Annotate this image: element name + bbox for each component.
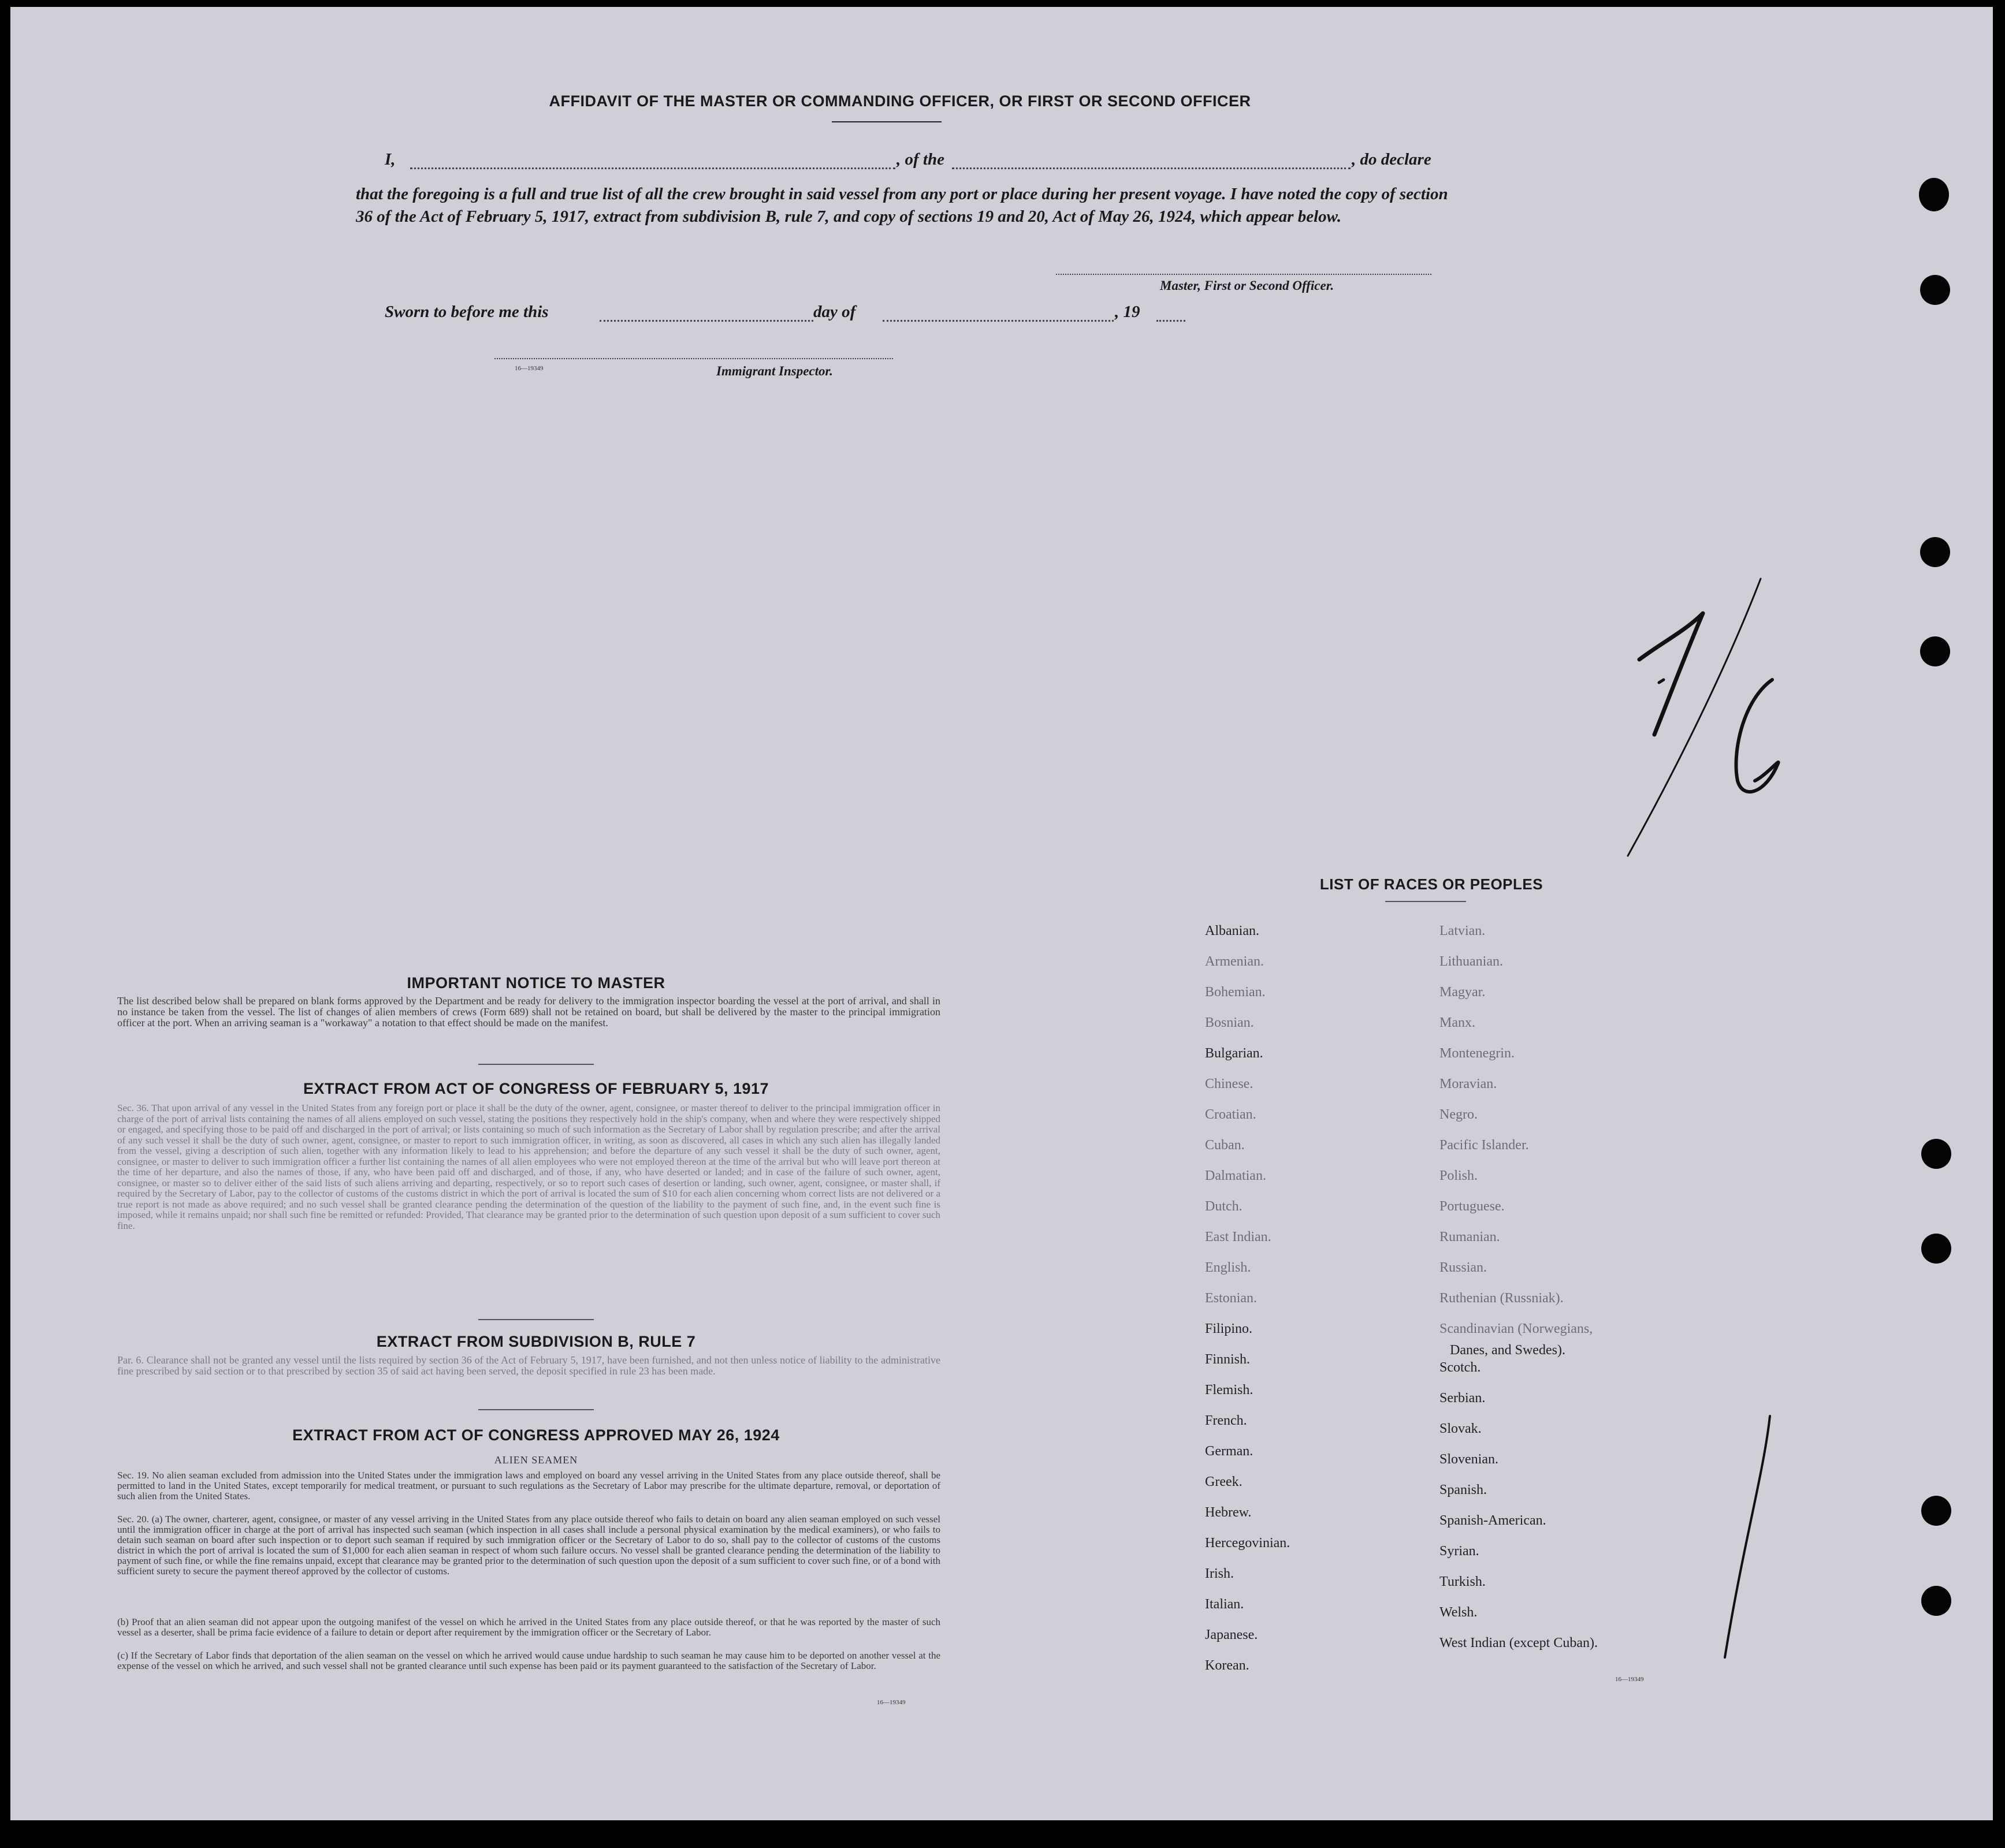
race-item: Korean. <box>1205 1658 1249 1673</box>
affidavit-line1-end: , do declare <box>1352 150 1431 169</box>
race-item: Portuguese. <box>1439 1199 1505 1214</box>
race-item: Latvian. <box>1439 923 1486 938</box>
race-item: Spanish. <box>1439 1482 1487 1497</box>
sec19-text: Sec. 19. No alien seaman excluded from admission into the United States under the immigration laws and employed on board any vessel arriving in the United States from any place outside thereof, shall be permitted to land in the United States, except temporarily for medical treatment, or pursuant to such regulations as the Secretary of Labor may prescribe for the ultimate departure, removal, or deportation of such alien from the United States. <box>117 1470 940 1502</box>
affidavit-line1-start: I, <box>385 150 396 169</box>
race-item: Scandinavian (Norwegians, <box>1439 1321 1593 1336</box>
race-item: French. <box>1205 1413 1247 1428</box>
inspector-label: Immigrant Inspector. <box>716 364 833 378</box>
races-divider <box>1385 901 1466 902</box>
sworn-start: Sworn to before me this <box>385 303 549 321</box>
race-item: Slovenian. <box>1439 1452 1498 1467</box>
handwritten-one <box>1725 1416 1770 1657</box>
race-item: East Indian. <box>1205 1229 1271 1245</box>
sworn-mid: day of <box>813 303 856 321</box>
form-page <box>10 7 1993 1820</box>
notice-title: IMPORTANT NOTICE TO MASTER <box>407 974 665 992</box>
affidavit-declaration: that the foregoing is a full and true list of all the crew brought in said vessel from any port or place during her present voyage. I have noted the copy of section 36 of the Act of February 5, 1917, extract from subdivision B, rule 7, and copy of sections 19 and 20, Act of May 26, 1924, which appear below. <box>356 185 1448 226</box>
affidavit-title: AFFIDAVIT OF THE MASTER OR COMMANDING OFFICER, OR FIRST OR SECOND OFFICER <box>549 92 1251 110</box>
race-item: Bohemian. <box>1205 985 1266 1000</box>
race-item: Cuban. <box>1205 1138 1245 1153</box>
race-item: Flemish. <box>1205 1383 1253 1398</box>
race-item: Turkish. <box>1439 1574 1486 1589</box>
race-item: Montenegrin. <box>1439 1046 1515 1061</box>
handwritten-six <box>1736 680 1779 792</box>
extract-rule7-text: Par. 6. Clearance shall not be granted any vessel until the lists required by section 36 of the Act of February 5, 1917, have been furnished, and not then unless notice of liability to the administrative fine prescribed by said section or to that prescribed by section 35 of said act having been served, the deposit specified in rule 23 has been made. <box>117 1354 940 1377</box>
section-divider <box>478 1319 594 1320</box>
race-item: Dalmatian. <box>1205 1168 1266 1183</box>
race-item: Italian. <box>1205 1597 1244 1612</box>
extract-form-number: 16—19349 <box>877 1699 906 1706</box>
race-item: Ruthenian (Russniak). <box>1439 1291 1564 1306</box>
extract-1917-text: Sec. 36. That upon arrival of any vessel in the United States from any foreign port or place it shall be the duty of the owner, agent, consignee, or master thereof to deliver to the principal immigration officer in charge of the port of arrival lists containing the names of all aliens employed on such vessel, stating the positions they respectively hold in the ship's company, when and where they were respectively shipped or engaged, and specifying those to be paid off and discharged in the port of arrival; or lists containing so much of such information as the Secretary of Labor shall by regulation prescribe; and after the arrival of any such vessel it shall be the duty of such owner, agent, consignee, or master to report to such immigration officer, in writing, as soon as discovered, all cases in which any such alien has illegally landed from the vessel, giving a description of such alien, together with any information likely to lead to his apprehension; and before the departure of any such vessel it shall be the duty of such owner, agent, consignee, or master to deliver to such immigration officer a further list containing the names of all alien employees who were not employed thereon at the time of the arrival but who will leave port thereon at the time of her departure, and also the names of those, if any, who have been paid off and discharged, and of those, if any, who have deserted or landed; and in case of the failure of such owner, agent, consignee, or master so to deliver either of the said lists of such aliens arriving and departing, respectively, or so to report such cases of desertion or landing, such owner, agent, consignee, or master shall, if required by the Secretary of Labor, pay to the collector of customs of the customs district in which the port of arrival is located the sum of $10 for each alien concerning whom correct lists are not delivered or a true report is not made as above required; and no such vessel shall be granted clearance pending the determination of the question of the liability to the payment of such fine, and, in the event such fine is imposed, while it remains unpaid; nor shall such fine be remitted or refunded: Provided, That clearance may be granted prior to the determination of such question upon deposit of a sum sufficient to cover such fine. <box>117 1102 940 1231</box>
sec20b-text: (b) Proof that an alien seaman did not appear upon the outgoing manifest of the vessel on which he arrived in the United States from any place outside thereof, or that he was reported by the master of such vessel as a deserter, shall be prima facie evidence of a failure to detain or deport after requirement by the immigration officer or the Secretary of Labor. <box>117 1616 940 1638</box>
race-item: Rumanian. <box>1439 1229 1500 1245</box>
race-item: Manx. <box>1439 1015 1475 1030</box>
sec20c-text: (c) If the Secretary of Labor finds that deportation of the alien seaman on the vessel on which he arrived would cause undue hardship to such seaman he may cause him to be deported on another vessel at the expense of the vessel on which he arrived, and such vessel shall not be granted clearance until such expense has been paid or its payment guaranteed to the satisfaction of the Secretary of Labor. <box>117 1650 940 1671</box>
extract-1924-title: EXTRACT FROM ACT OF CONGRESS APPROVED MAY 26, 1924 <box>292 1426 780 1444</box>
section-divider <box>478 1409 594 1410</box>
race-item: Lithuanian. <box>1439 954 1503 969</box>
notice-text: The list described below shall be prepared on blank forms approved by the Department and be ready for delivery to the immigration inspector boarding the vessel at the port of arrival, and shall in no instance be taken from the vessel. The list of changes of alien members of crews (Form 689) shall not be retained on board, but shall be delivered by the master to the principal immigration officer at the port. When an arriving seaman is a "workaway" a notation to that effect should be made on the manifest. <box>117 995 940 1029</box>
sec20a-text: Sec. 20. (a) The owner, charterer, agent, consignee, or master of any vessel arriving in the United States from any place outside thereof who fails to detain on board any alien seaman employed on such vessel until the immigration officer in charge at the port of arrival has inspected such seaman (which inspection in all cases shall include a personal physical examination by the medical examiners), or who fails to detain such seaman on board after such inspection or to deport such seaman if required by such immigration officer or the Secretary of Labor to do so, shall pay to the collector of customs of the customs district in which the port of arrival is located the sum of $1,000 for each alien seaman in respect of whom such failure occurs. No vessel shall be granted clearance pending the determination of the liability to payment of such fine, or while the fine remains unpaid, except that clearance may be granted prior to the determination of such question upon the deposit of a sum sufficient to cover such fine, or of a bond with sufficient surety to secure the payment thereof approved by the collector of customs. <box>117 1514 940 1577</box>
race-item: Russian. <box>1439 1260 1487 1275</box>
race-item: Hercegovinian. <box>1205 1536 1290 1551</box>
sworn-end: , 19 <box>1115 303 1140 321</box>
race-item: West Indian (except Cuban). <box>1439 1635 1598 1650</box>
race-item: Slovak. <box>1439 1421 1482 1436</box>
race-item: Moravian. <box>1439 1076 1497 1091</box>
race-item: Scotch. <box>1439 1360 1481 1375</box>
race-item: Dutch. <box>1205 1199 1243 1214</box>
race-item: Chinese. <box>1205 1076 1253 1091</box>
races-title: LIST OF RACES OR PEOPLES <box>1319 875 1543 893</box>
race-item: Syrian. <box>1439 1544 1479 1559</box>
race-item: Irish. <box>1205 1566 1234 1581</box>
races-form-number: 16—19349 <box>1615 1676 1644 1683</box>
race-item: Serbian. <box>1439 1391 1486 1406</box>
affidavit-form-number: 16—19349 <box>515 365 544 372</box>
race-item: Japanese. <box>1205 1627 1258 1642</box>
race-item: Estonian. <box>1205 1291 1257 1306</box>
race-item: Hebrew. <box>1205 1505 1252 1520</box>
race-item: Spanish-American. <box>1439 1513 1546 1528</box>
race-item-continuation: Danes, and Swedes). <box>1450 1343 1565 1358</box>
race-item: Filipino. <box>1205 1321 1253 1336</box>
race-item: Bosnian. <box>1205 1015 1254 1030</box>
race-item: Albanian. <box>1205 923 1259 938</box>
section-divider <box>478 1064 594 1065</box>
affidavit-line1-mid: , of the <box>897 150 944 169</box>
race-item: Pacific Islander. <box>1439 1138 1529 1153</box>
race-item: Finnish. <box>1205 1352 1251 1367</box>
extract-1917-title: EXTRACT FROM ACT OF CONGRESS OF FEBRUARY 5, 1917 <box>303 1080 769 1097</box>
alien-seamen-subtitle: ALIEN SEAMEN <box>494 1454 578 1466</box>
race-item: Croatian. <box>1205 1107 1256 1122</box>
race-item: Armenian. <box>1205 954 1264 969</box>
race-item: Greek. <box>1205 1474 1243 1489</box>
extract-rule7-title: EXTRACT FROM SUBDIVISION B, RULE 7 <box>376 1333 696 1350</box>
race-item: German. <box>1205 1444 1253 1459</box>
race-item: Polish. <box>1439 1168 1478 1183</box>
race-item: Welsh. <box>1439 1605 1478 1620</box>
race-item: English. <box>1205 1260 1251 1275</box>
handwritten-seven <box>1639 613 1703 735</box>
race-item: Magyar. <box>1439 985 1486 1000</box>
race-item: Bulgarian. <box>1205 1046 1263 1061</box>
race-item: Negro. <box>1439 1107 1478 1122</box>
signature-label: Master, First or Second Officer. <box>1160 278 1334 293</box>
